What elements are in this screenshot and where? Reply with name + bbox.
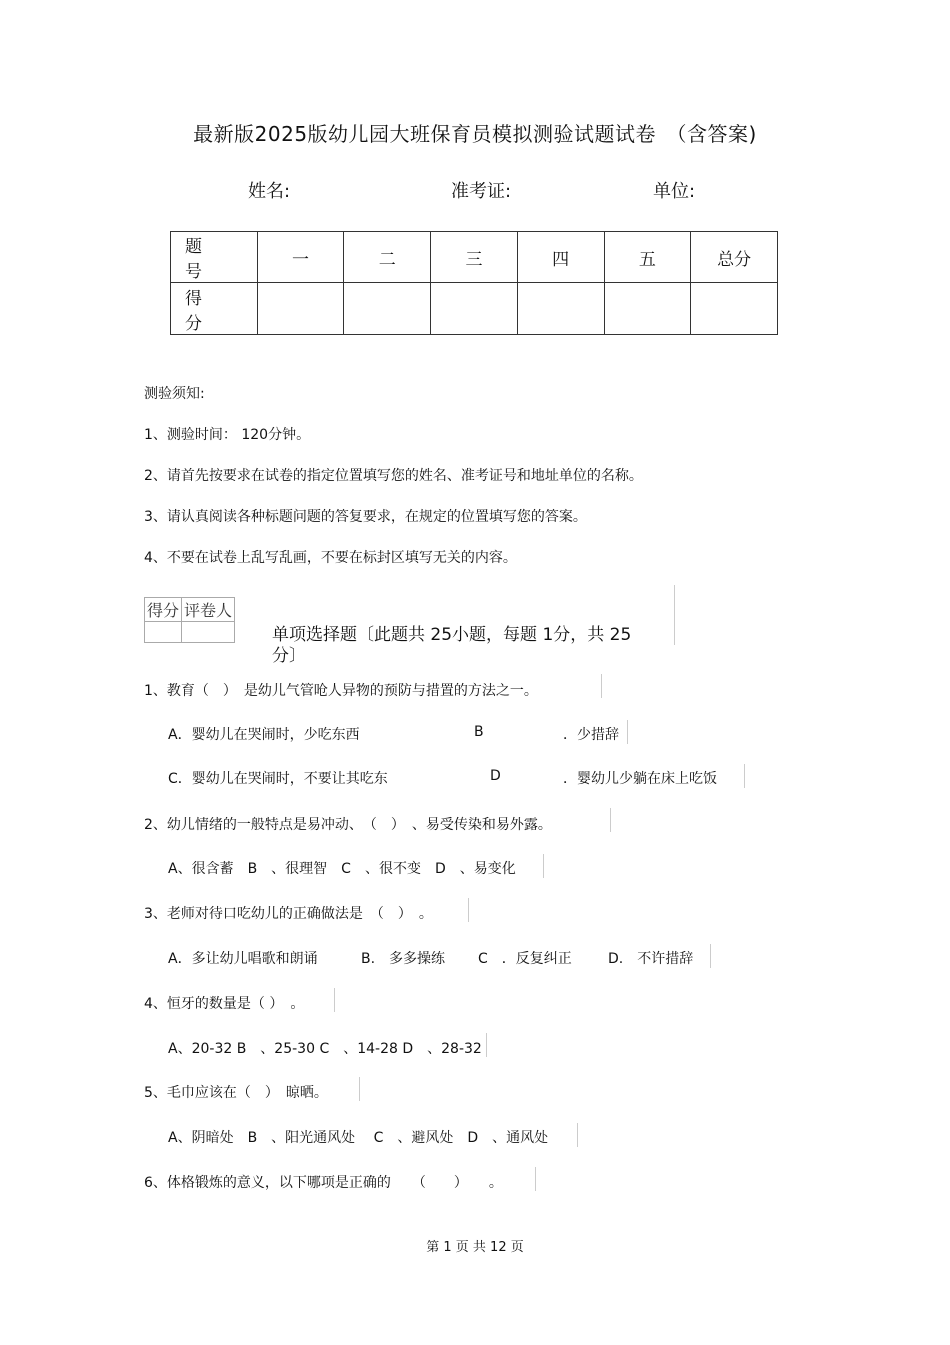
score-cell-2[interactable] <box>344 283 431 335</box>
score-table-header-3: 三 <box>431 232 518 283</box>
score-cell-4[interactable] <box>517 283 604 335</box>
question-4: 4、恒牙的数量是（ ） 。 <box>144 996 305 1012</box>
grader-box <box>144 597 235 643</box>
page-title: 最新版2025版幼儿园大班保育员模拟测验试题试卷 （含答案) <box>193 122 757 146</box>
name-field-label: 姓名: <box>248 181 291 202</box>
option-b: ．少措辞 <box>563 727 619 743</box>
question-3: 3、老师对待口吃幼儿的正确做法是 （ ） 。 <box>144 906 433 922</box>
option-b-letter: B <box>474 724 484 740</box>
score-table-header-2: 二 <box>344 232 431 283</box>
question-5: 5、毛巾应该在（ ） 晾晒。 <box>144 1085 328 1101</box>
notice-item: 1、测验时间： 120分钟。 <box>144 427 311 443</box>
question-1: 1、教育（ ） 是幼儿气管呛人异物的预防与措置的方法之一。 <box>144 683 538 699</box>
score-cell-total[interactable] <box>691 283 778 335</box>
options: A、20-32 B 、25-30 C 、14-28 D 、28-32 <box>168 1041 482 1057</box>
notice-item: 2、请首先按要求在试卷的指定位置填写您的姓名、准考证号和地址单位的名称。 <box>144 468 643 484</box>
divider <box>468 898 469 922</box>
notice-heading: 测验须知: <box>144 386 205 402</box>
score-cell-1[interactable] <box>257 283 344 335</box>
exam-number-label: 准考证: <box>451 181 512 202</box>
option-d: D. 不许措辞 <box>608 951 694 967</box>
option-a: A．婴幼儿在哭闹时，少吃东西 <box>168 727 360 743</box>
grader-score-cell[interactable] <box>145 622 182 643</box>
divider <box>486 1033 487 1057</box>
divider <box>674 585 675 645</box>
divider <box>577 1123 578 1147</box>
question-6: 6、体格锻炼的意义，以下哪项是正确的 （ ） 。 <box>144 1175 503 1191</box>
divider <box>334 988 335 1012</box>
option-d: ．婴幼儿少躺在床上吃饭 <box>563 771 717 787</box>
unit-label: 单位: <box>653 181 696 202</box>
score-table-header-4: 四 <box>517 232 604 283</box>
options: A、阴暗处 B 、阳光通风处 C 、避风处 D 、通风处 <box>168 1130 549 1146</box>
divider <box>610 808 611 832</box>
options: A、很含蓄 B 、很理智 C 、很不变 D 、易变化 <box>168 861 516 877</box>
score-table-header-1: 一 <box>257 232 344 283</box>
option-d-letter: D <box>490 768 501 784</box>
section-heading-cont: 分〕 <box>272 646 306 666</box>
score-table <box>170 231 778 335</box>
grader-score-label: 得分 <box>145 598 182 622</box>
section-heading: 单项选择题〔此题共 25小题，每题 1分，共 25 <box>272 625 632 645</box>
score-cell-5[interactable] <box>604 283 691 335</box>
page-footer: 第 1 页 共 12 页 <box>426 1240 524 1255</box>
divider <box>359 1077 360 1101</box>
option-c: C ．反复纠正 <box>478 951 572 967</box>
score-table-header-5: 五 <box>604 232 691 283</box>
grader-reviewer-cell[interactable] <box>182 622 235 643</box>
divider <box>535 1167 536 1191</box>
notice-item: 3、请认真阅读各种标题问题的答复要求，在规定的位置填写您的答案。 <box>144 509 587 525</box>
divider <box>744 764 745 788</box>
score-table-row-label: 得 分 <box>171 283 258 335</box>
option-b: B. 多多操练 <box>361 951 446 967</box>
score-table-header-label: 题 号 <box>171 232 258 283</box>
divider <box>543 854 544 878</box>
score-cell-3[interactable] <box>431 283 518 335</box>
grader-reviewer-label: 评卷人 <box>182 598 235 622</box>
divider <box>710 944 711 968</box>
divider <box>627 720 628 744</box>
divider <box>601 674 602 698</box>
score-table-header-total: 总分 <box>691 232 778 283</box>
notice-item: 4、不要在试卷上乱写乱画，不要在标封区填写无关的内容。 <box>144 550 517 566</box>
option-a: A．多让幼儿唱歌和朗诵 <box>168 951 318 967</box>
option-c: C．婴幼儿在哭闹时，不要让其吃东 <box>168 771 388 787</box>
question-2: 2、幼儿情绪的一般特点是易冲动、 （ ） 、易受传染和易外露。 <box>144 817 552 833</box>
